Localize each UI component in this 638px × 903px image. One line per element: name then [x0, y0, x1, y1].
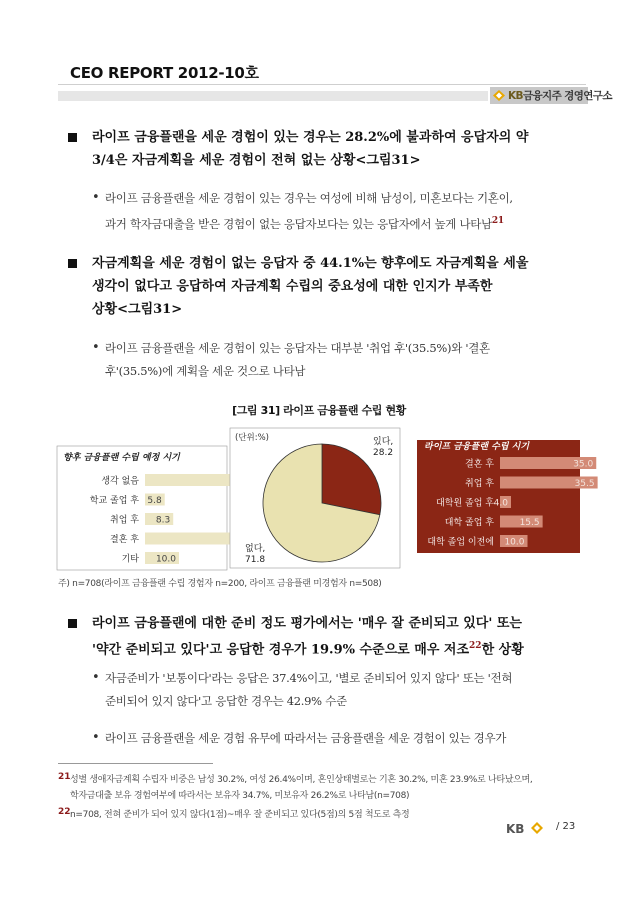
paragraph-3	[92, 612, 586, 661]
bullet-2	[105, 337, 590, 383]
square-bullet-icon	[68, 133, 77, 142]
right-chart-panel	[417, 440, 580, 553]
bullet-3-line-1: 자금준비가 '보통이다'라는 응답은 37.4%이고, '별로 준비되어 있지 않다' 또는 '전혀	[105, 671, 513, 685]
left-bar-value: 8.3	[155, 515, 171, 526]
header-rule	[58, 84, 586, 85]
paragraph-1-line-2: 3/4은 자금계획을 세운 경험이 전혀 없는 상황<그림31>	[92, 153, 421, 168]
left-bar-label: 취업 후	[110, 515, 139, 526]
header-bar	[58, 91, 488, 101]
footnote-22-line-1: n=708, 전혀 준비가 되어 있지 않다(1점)~매우 잘 준비되고 있다(5점)의 5점 척도로 측정	[70, 810, 410, 820]
bullet-1	[105, 187, 590, 236]
footnote-21	[58, 772, 593, 804]
pie-slice-value: 28.2	[373, 448, 394, 458]
left-bar-label: 결혼 후	[110, 535, 139, 545]
paragraph-2-line-3: 상황<그림31>	[92, 302, 183, 317]
page-number: / 23	[556, 821, 576, 832]
left-chart-title: 향후 금융플랜 수립 예정 시기	[63, 453, 180, 463]
right-bar-value: 35.5	[574, 479, 595, 489]
paragraph-3-line-2-end: 한 상황	[481, 642, 524, 658]
left-bar-label: 기타	[121, 554, 139, 565]
brand-logo	[490, 87, 612, 104]
right-bar-value: 15.5	[519, 518, 540, 528]
footnote-21-line-1: 성별 생애자금계획 수립자 비중은 남성 30.2%, 여성 26.4%이며, 혼인상태별로는 기혼 30.2%, 미혼 23.9%로 나타났으며,	[70, 775, 533, 785]
right-chart-title: 라이프 금융플랜 수립 시기	[424, 442, 530, 452]
footnote-ref-22[interactable]: 22	[469, 641, 482, 651]
figure-title: [그림 31] 라이프 금융플랜 수립 현황	[232, 404, 406, 417]
footnote-21-line-2: 학자금대출 보유 경험여부에 따라서는 보유자 34.7%, 미보유자 26.2%로 나타남(n=708)	[70, 791, 410, 801]
footnote-ref-21[interactable]: 21	[491, 216, 504, 226]
pie-slice-label: 없다,	[245, 544, 266, 554]
bullet-2-line-2: 후'(35.5%)에 계획을 세운 것으로 나타남	[105, 364, 306, 378]
pie-slice-label: 있다,	[373, 437, 394, 447]
bullet-4	[105, 727, 590, 750]
left-chart-panel	[57, 446, 227, 570]
pie-slice-value: 71.8	[245, 555, 266, 565]
svg-text:KB: KB	[506, 822, 525, 836]
left-bar-label: 생각 없음	[101, 476, 139, 487]
right-bar-label: 대학원 졸업 후	[436, 498, 494, 509]
dot-bullet-icon: •	[92, 190, 100, 205]
right-bar-label: 결혼 후	[465, 459, 494, 470]
right-bar-value: 10.0	[504, 537, 525, 548]
paragraph-2	[92, 252, 586, 321]
dot-bullet-icon: •	[92, 340, 100, 355]
right-bar-label: 취업 후	[465, 479, 494, 489]
square-bullet-icon	[68, 619, 77, 628]
figure-31-chart	[55, 420, 595, 572]
paragraph-2-line-1: 자금계획을 세운 경험이 없는 응답자 중 44.1%는 향후에도 자금계획을 세울	[92, 256, 529, 271]
paragraph-2-line-2: 생각이 없다고 응답하여 자금계획 수립의 중요성에 대한 인지가 부족한	[92, 279, 493, 294]
dot-bullet-icon: •	[92, 730, 100, 745]
bullet-3-line-2: 준비되어 있지 않다'고 응답한 경우는 42.9% 수준	[105, 694, 347, 708]
paragraph-1	[92, 126, 586, 172]
bullet-4-line-1: 라이프 금융플랜을 세운 경험 유무에 따라서는 금융플랜을 세운 경험이 있는 경우가	[105, 731, 507, 745]
report-title: CEO REPORT 2012-10호	[70, 64, 259, 82]
right-bar-label: 대학 졸업 후	[444, 518, 494, 528]
paragraph-3-line-1: 라이프 금융플랜에 대한 준비 정도 평가에서는 '매우 잘 준비되고 있다' 또는	[92, 616, 522, 631]
kb-logo-icon	[506, 821, 550, 835]
right-bar-value: 4.0	[493, 498, 508, 509]
bullet-1-line-2: 과거 학자금대출을 받은 경험이 없는 응답자보다는 있는 응답자에서 높게 나타남	[105, 216, 492, 231]
left-bar-value: 10.0	[155, 554, 176, 565]
footnote-number: 21	[58, 772, 71, 782]
left-bar-value: 5.8	[147, 496, 162, 506]
right-bar-label: 대학 졸업 이전에	[427, 537, 494, 548]
footnote-number: 22	[58, 807, 71, 817]
paragraph-3-line-2: '약간 준비되고 있다'고 응답한 경우가 19.9% 수준으로 매우 저조	[92, 642, 470, 658]
dot-bullet-icon: •	[92, 670, 100, 685]
star-logo-icon	[493, 90, 505, 101]
pie-unit-label: (단위:%)	[235, 433, 269, 443]
footnote-rule	[58, 763, 213, 764]
brand-name: KB금융지주 경영연구소	[508, 90, 612, 102]
right-bar-value: 35.0	[573, 459, 594, 470]
bullet-3	[105, 667, 590, 713]
bullet-1-line-1: 라이프 금융플랜을 세운 경험이 있는 경우는 여성에 비해 남성이, 미혼보다는 기혼이,	[105, 191, 513, 205]
figure-note: 주) n=708(라이프 금융플랜 수립 경험자 n=200, 라이프 금융플랜 미경험자 n=508)	[58, 579, 382, 589]
left-bar-label: 학교 졸업 후	[89, 496, 139, 506]
paragraph-1-line-1: 라이프 금융플랜을 세운 경험이 있는 경우는 28.2%에 불과하여 응답자의 약	[92, 130, 529, 145]
square-bullet-icon	[68, 259, 77, 268]
bullet-2-line-1: 라이프 금융플랜을 세운 경험이 있는 응답자는 대부분 '취업 후'(35.5%)와 '결혼	[105, 341, 490, 355]
